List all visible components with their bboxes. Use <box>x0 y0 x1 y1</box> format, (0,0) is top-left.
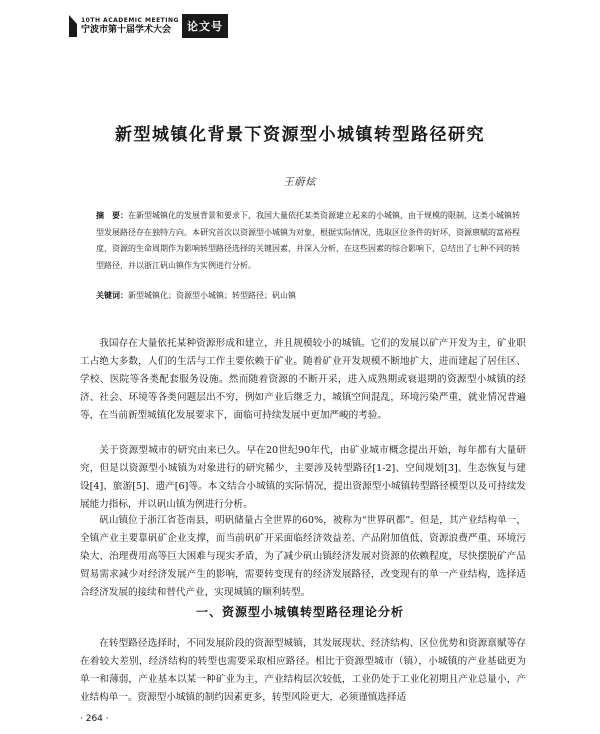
keywords <box>96 289 520 303</box>
section-badge: 论文号 <box>182 14 228 38</box>
section-heading: 一、资源型小城镇转型路径理论分析 <box>195 605 404 619</box>
abstract-label: 摘 要： <box>96 211 128 220</box>
abstract <box>96 208 520 274</box>
paper-author: 王蔚炫 <box>283 177 317 188</box>
body-paragraph-2: 关于资源型城市的研究由来已久。早在20世纪90年代，由矿业城市概念提出开始，每年都有大量研究，但是以资源型小城镇为对象进行的研究稀少，主要涉及转型路径[1-2]、空间规划[3]、生态恢复与建设[4]、旅游[5]、遗产[6]等。本文结合小城镇的实际情况，提出资源型小城镇转型路径模型以及可持续发展能力指标，并以矾山镇为例进行分析。 <box>80 445 526 510</box>
header-text <box>81 18 179 35</box>
header-chinese: 宁波市第十届学术大会 <box>81 24 172 35</box>
body-paragraph-3: 矾山镇位于浙江省苍南县，明矾储量占全世界的60%，被称为“世界矾都”。但是，其产业结构单一，全镇产业主要靠矾矿企业支撑，而当前矾矿开采面临经济效益差、产品附加值低、资源浪费严重、环境污染大、治理费用高等巨大困难与现实矛盾，为了减少矾山镇经济发展对资源的依赖程度，尽快摆脱矿产品贸易需求减少对经济发展产生的影响，需要转变现有的经济发展路径，改变现有的单一产业结构，选择适合经济发展的接续和替代产业，实现城镇的顺利转型。 <box>80 515 526 598</box>
header-english: 10TH ACADEMIC MEETING <box>81 16 179 24</box>
body-paragraph-1: 我国存在大量依托某种资源形成和建立，并且规模较小的城镇。它们的发展以矿产开发为主，矿业职工占绝大多数，人们的生活与工作主要依赖于矿业。随着矿业开发规模不断地扩大，进而建起了居住区、学校、医院等各类配套服务设施。然而随着资源的不断开采，进入成熟期或衰退期的资源型小城镇的经济、社会、环境等各类问题层出不穷，例如产业后继乏力，城镇空间混乱，环境污染严重，就业情况普遍等，在当前新型城镇化发展要求下，面临可持续发展中更加严峻的考验。 <box>80 338 526 421</box>
running-header <box>68 14 228 38</box>
body-paragraph-4: 在转型路径选择时，不同发展阶段的资源型城镇，其发展现状、经济结构、区位优势和资源禀赋等存在着较大差别，经济结构的转型也需要采取相应路径。相比于资源型城市（镇），小城镇的产业基础更为单一和薄弱，产业基本以某一种矿业为主，产业结构层次较低，工业仍处于工业化初期且产业总量小，产业结构单一。资源型小城镇的制约因素更多，转型风险更大，必须谨慎选择适 <box>80 638 526 703</box>
page-number: · 264 · <box>80 714 109 724</box>
keywords-text: 新型城镇化；资源型小城镇；转型路径；矾山镇 <box>128 291 296 300</box>
paper-title: 新型城镇化背景下资源型小城镇转型路径研究 <box>115 125 485 145</box>
abstract-text: 在新型城镇化的发展背景和要求下，我国大量依托某类资源建立起来的小城镇，由于规模的限制，这类小城镇转型发展路径存在独特方向。本研究首次以资源型小城镇为对象，根据实际情况，选取区位条件的好坏，资源禀赋的富裕程度，资源的生命周期作为影响转型路径选择的关键因素，并深入分析，在这些因素的综合影响下，总结出了七种不同的转型路径，并以浙江矾山镇作为实例进行分析。 <box>96 211 520 270</box>
bookmark-logo-icon <box>68 15 78 37</box>
keywords-label: 关键词： <box>96 291 128 300</box>
